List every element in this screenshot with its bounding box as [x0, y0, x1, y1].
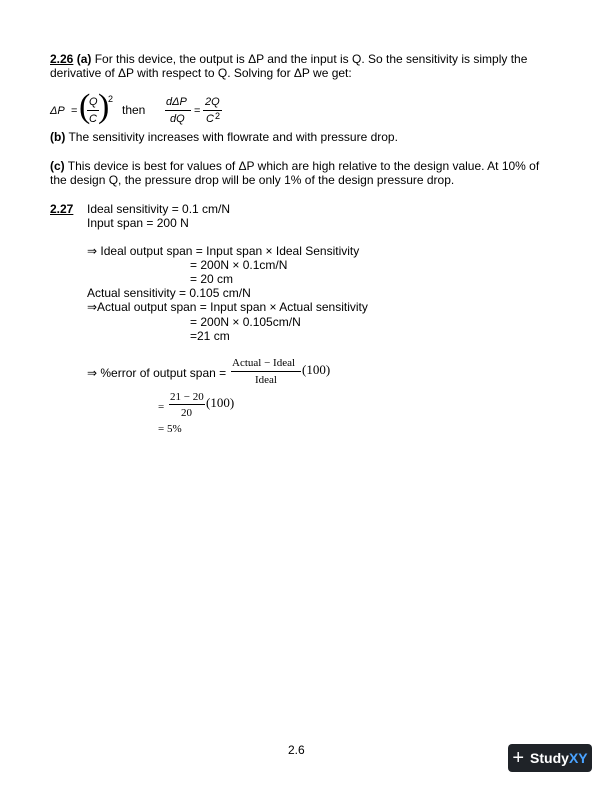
actual-sensitivity: Actual sensitivity = 0.105 cm/N	[87, 286, 251, 300]
actual-output-result: =21 cm	[190, 329, 230, 343]
step2-equals: =	[158, 401, 165, 413]
eq-equals: =	[71, 105, 78, 117]
step2-den: 20	[181, 407, 192, 419]
then-word: then	[122, 103, 146, 117]
part-c-text-2: the design Q, the pressure drop will be only 1% of the design pressure drop.	[50, 173, 455, 187]
ideal-output-result: = 20 cm	[190, 272, 234, 286]
deriv-num: dΔP	[166, 96, 187, 108]
part-a-text-1: For this device, the output is ΔP and the input is Q. So the sensitivity is simply the	[91, 52, 528, 66]
deriv-equals: =	[194, 105, 201, 117]
actual-output-span-eq: ⇒Actual output span = Input span × Actual sensitivity	[87, 300, 368, 314]
error-frac-bar	[231, 371, 301, 372]
ideal-output-span-eq: ⇒ Ideal output span = Input span × Ideal Sensitivity	[87, 244, 360, 258]
error-frac-mult: (100)	[302, 362, 331, 377]
deriv-den: dQ	[170, 113, 185, 125]
input-span: Input span = 200 N	[87, 216, 189, 230]
ideal-output-calc: = 200N × 0.1cm/N	[190, 258, 288, 272]
result-exp: 2	[215, 111, 221, 121]
step2-mult: (100)	[206, 395, 235, 410]
part-a-label: (a)	[76, 52, 92, 66]
paren-right: )	[98, 88, 110, 125]
part-b	[50, 130, 398, 144]
part-a-text-2: derivative of ΔP with respect to Q. Solving for ΔP we get:	[50, 66, 352, 80]
logo-wordmark: StudyXY	[530, 750, 588, 766]
paren-left: (	[79, 88, 91, 125]
part-b-text: The sensitivity increases with flowrate and with pressure drop.	[65, 130, 398, 144]
part-c-text-1: This device is best for values of ΔP which are high relative to the design value. At 10% of	[64, 159, 540, 173]
final-result: = 5%	[158, 423, 182, 435]
deriv-bar	[165, 110, 191, 111]
part-c-label: (c)	[50, 159, 65, 173]
result-num: 2Q	[205, 96, 220, 108]
exp-2: 2	[108, 94, 114, 104]
plus-icon: +	[512, 747, 525, 769]
frac-q: Q	[89, 96, 98, 108]
percent-error-label: ⇒ %error of output span =	[87, 366, 227, 380]
page-number: 2.6	[288, 743, 305, 757]
part-c-line1	[50, 159, 539, 173]
studyxy-logo	[508, 744, 592, 772]
result-den: C	[206, 113, 214, 125]
frac-c: C	[89, 113, 97, 125]
problem-226-line1	[50, 52, 527, 66]
error-frac-num: Actual − Ideal	[232, 357, 296, 369]
error-frac-den: Ideal	[255, 374, 277, 386]
problem-number-226: 2.26	[50, 52, 74, 66]
eq-lhs: ΔP	[50, 105, 65, 117]
step2-bar	[169, 404, 205, 405]
step2-num: 21 − 20	[170, 391, 204, 403]
ideal-sensitivity: Ideal sensitivity = 0.1 cm/N	[87, 202, 231, 216]
problem-number-227: 2.27	[50, 202, 74, 216]
part-b-label: (b)	[50, 130, 66, 144]
actual-output-calc: = 200N × 0.105cm/N	[190, 315, 301, 329]
